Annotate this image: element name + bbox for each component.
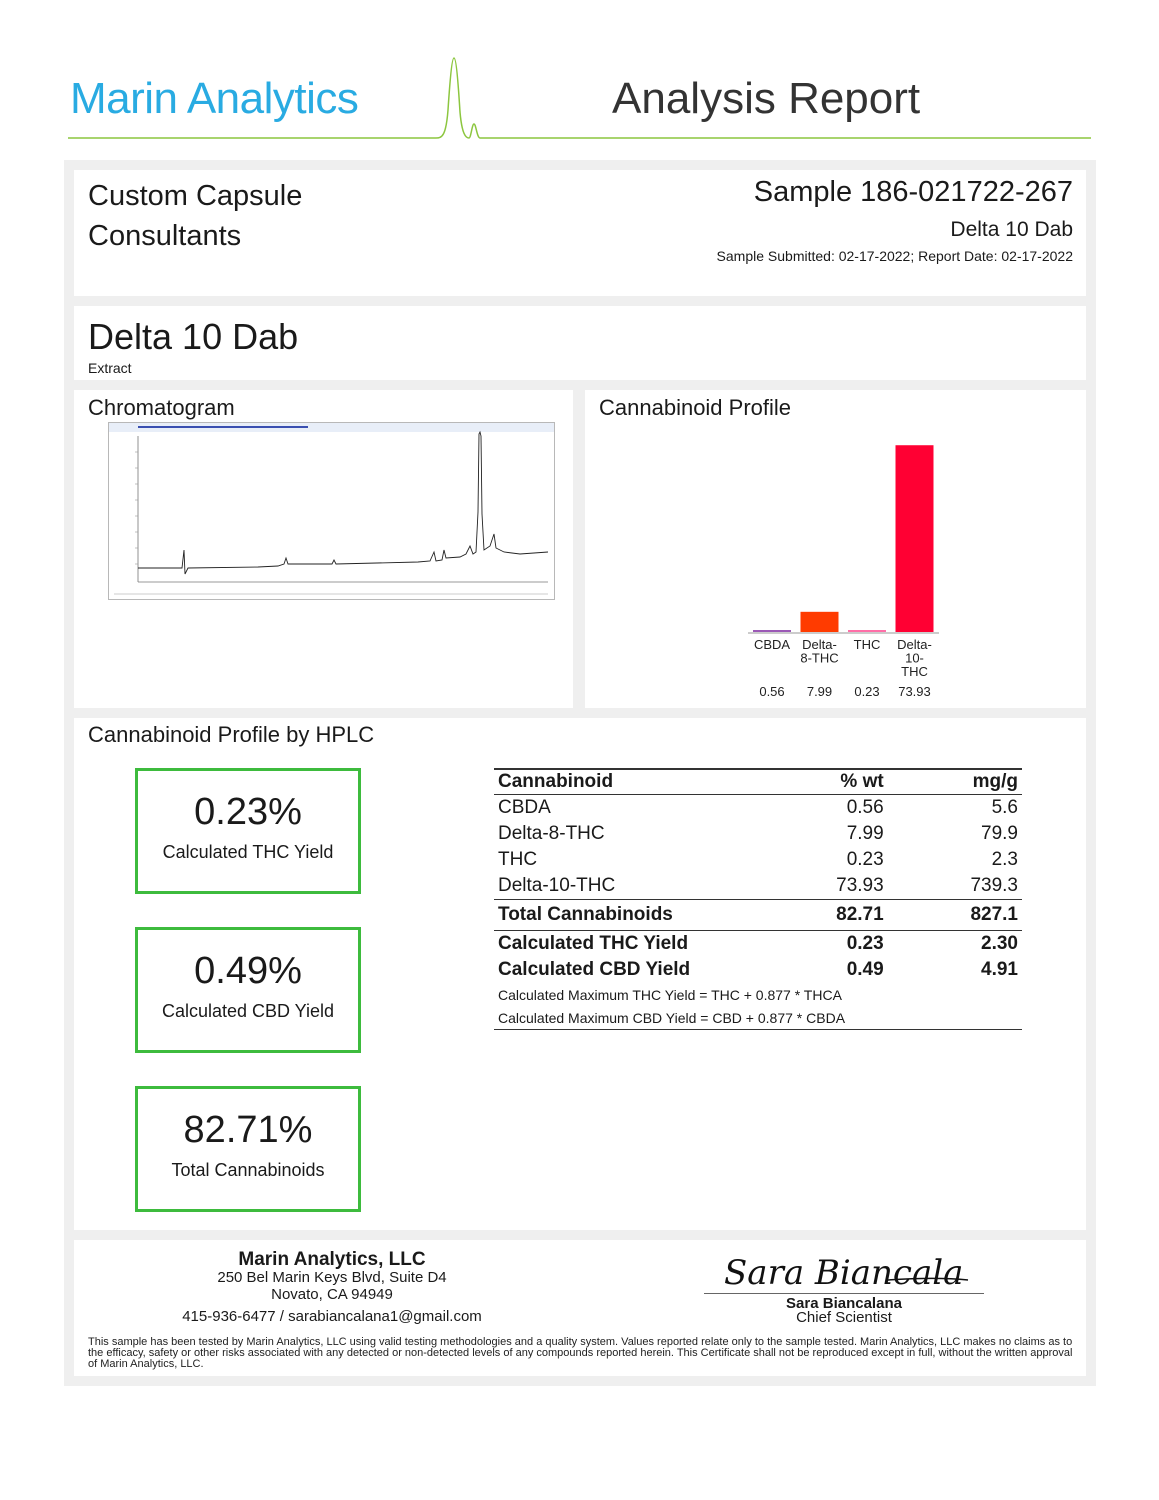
brand-logo-text: Marin Analytics xyxy=(70,74,359,123)
formula-row xyxy=(494,1006,1022,1030)
bar-cbda xyxy=(753,630,791,632)
cell-mg-g: 5.6 xyxy=(991,797,1018,818)
thc-yield-box xyxy=(135,768,361,894)
value-label: 7.99 xyxy=(806,684,833,699)
signature-text: Sara Biancala xyxy=(724,1253,964,1293)
header-peak-line xyxy=(0,40,1159,150)
total-mg-g: 827.1 xyxy=(942,900,1022,931)
total-cannabinoids-value: 82.71% xyxy=(183,1109,313,1151)
total-percent-wt: 82.71 xyxy=(783,900,941,931)
cell-cannabinoid: Delta-10-THC xyxy=(498,875,616,896)
calc-thc-row xyxy=(494,931,1022,958)
value-label: 73.93 xyxy=(898,684,931,699)
calc-thc-mg-g: 2.30 xyxy=(981,933,1018,954)
cannabinoid-profile-chart xyxy=(585,392,1086,708)
cbd-formula: Calculated Maximum CBD Yield = CBD + 0.877 * CBDA xyxy=(494,1006,1022,1030)
lab-address-line-2: Novato, CA 94949 xyxy=(271,1286,393,1303)
cbd-yield-value: 0.49% xyxy=(194,950,302,992)
category-label: Delta-8-THC xyxy=(800,637,839,666)
cell-percent-wt: 73.93 xyxy=(836,875,884,896)
calc-cbd-mg-g: 4.91 xyxy=(981,959,1018,980)
client-name-line-1: Custom Capsule xyxy=(88,180,303,212)
calc-cbd-percent: 0.49 xyxy=(846,959,884,980)
total-label: Total Cannabinoids xyxy=(494,900,783,931)
bar-thc xyxy=(848,630,886,632)
table-header-row xyxy=(494,769,1022,795)
header-percent-wt: % wt xyxy=(783,769,941,795)
calc-cbd-label: Calculated CBD Yield xyxy=(498,959,691,980)
cell-cannabinoid: THC xyxy=(498,849,538,870)
category-label: CBDA xyxy=(753,637,791,652)
cell-percent-wt: 0.56 xyxy=(846,797,884,818)
lab-address-line-1: 250 Bel Marin Keys Blvd, Suite D4 xyxy=(217,1269,447,1286)
cell-percent-wt: 0.23 xyxy=(846,849,884,870)
cell-percent-wt: 7.99 xyxy=(846,823,884,844)
bar-delta-8-thc xyxy=(801,612,839,632)
table-row xyxy=(494,847,1022,873)
sample-id: Sample 186-021722-267 xyxy=(753,176,1073,208)
header-mg-g: mg/g xyxy=(942,769,1022,795)
hplc-results-table xyxy=(494,768,1022,1030)
total-cannabinoids-label: Total Cannabinoids xyxy=(171,1160,325,1180)
signer-name: Sara Biancalana xyxy=(704,1293,984,1312)
signature-image xyxy=(718,1244,978,1294)
product-name: Delta 10 Dab xyxy=(88,316,299,357)
profile-chart-title: Cannabinoid Profile xyxy=(599,395,792,420)
lab-contact: 415-936-6477 / sarabiancalana1@gmail.com xyxy=(182,1308,482,1325)
calc-thc-percent: 0.23 xyxy=(846,933,884,954)
sample-dates: Sample Submitted: 02-17-2022; Report Date: 02-17-2022 xyxy=(716,248,1073,264)
cbd-yield-label: Calculated CBD Yield xyxy=(161,1001,335,1021)
cell-mg-g: 2.3 xyxy=(991,849,1018,870)
cbd-yield-box xyxy=(135,927,361,1053)
chromatogram-image xyxy=(108,422,555,600)
product-type: Extract xyxy=(88,360,132,376)
disclaimer-text: This sample has been tested by Marin Analytics, LLC using valid testing methodologies and a quality system. Values reported relate only to the sample tested. Marin Analytics, LLC makes no claims as to the efficacy, safety or other risks associated with any detected or non-detected levels of any compounds reported herein. This Certificate shall not be reproduced except in full, without the written approval of Marin Analytics, LLC. xyxy=(88,1336,1073,1370)
calc-thc-label: Calculated THC Yield xyxy=(498,933,689,954)
cell-mg-g: 739.3 xyxy=(970,875,1018,896)
category-label: Delta-10-THC xyxy=(897,637,932,679)
bar-delta-10-thc xyxy=(896,445,934,632)
sample-product: Delta 10 Dab xyxy=(950,218,1073,241)
formula-row xyxy=(494,983,1022,1006)
thc-formula: Calculated Maximum THC Yield = THC + 0.877 * THCA xyxy=(498,986,842,1003)
hplc-title: Cannabinoid Profile by HPLC xyxy=(88,722,375,747)
thc-yield-label: Calculated THC Yield xyxy=(162,842,334,862)
category-label: THC xyxy=(853,637,881,652)
signer-title: Chief Scientist xyxy=(796,1309,892,1326)
chromatogram-title: Chromatogram xyxy=(88,395,235,420)
report-title: Analysis Report xyxy=(612,74,921,123)
value-label: 0.23 xyxy=(854,684,880,699)
lab-name: Marin Analytics, LLC xyxy=(238,1249,426,1270)
cell-cannabinoid: Delta-8-THC xyxy=(498,823,605,844)
total-cannabinoids-box xyxy=(135,1086,361,1212)
cell-cannabinoid: CBDA xyxy=(498,797,551,818)
total-row xyxy=(494,900,1022,931)
header-cannabinoid: Cannabinoid xyxy=(494,769,783,795)
table-row xyxy=(494,821,1022,847)
table-row xyxy=(494,795,1022,822)
value-label: 0.56 xyxy=(759,684,785,699)
thc-yield-value: 0.23% xyxy=(194,791,302,833)
calc-cbd-row xyxy=(494,957,1022,983)
cell-mg-g: 79.9 xyxy=(981,823,1018,844)
client-name xyxy=(88,176,302,256)
client-name-line-2: Consultants xyxy=(88,220,242,252)
table-row xyxy=(494,873,1022,900)
